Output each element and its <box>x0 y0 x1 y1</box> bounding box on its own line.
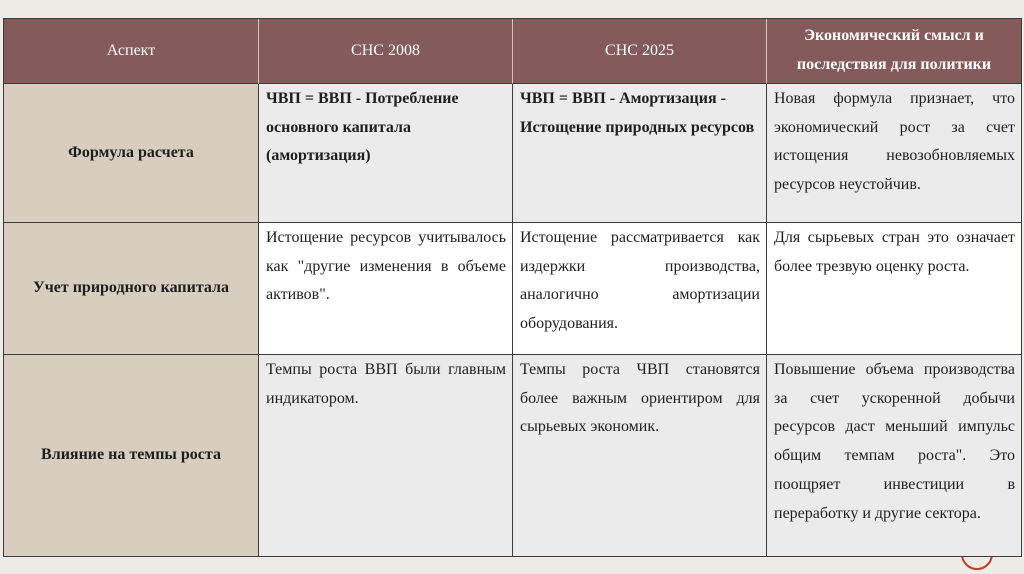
comparison-table <box>3 18 1022 557</box>
row-formula-aspect-label: Формула расчета <box>68 143 194 161</box>
header-aspect <box>4 19 259 84</box>
header-sns-2025 <box>513 19 767 84</box>
header-sns-2025-label: СНС 2025 <box>605 41 674 59</box>
row-formula-meaning: Новая формула признает, что экономический рост за счет истощения невозобновляемых ресурсов неустойчив. <box>767 84 1022 223</box>
header-meaning <box>767 19 1022 84</box>
row-natural-capital-aspect-label: Учет природного капитала <box>32 279 230 297</box>
row-formula-sns-2025: ЧВП = ВВП - Амортизация - Истощение природных ресурсов <box>513 84 767 223</box>
row-natural-capital-sns-2008: Истощение ресурсов учитывалось как "другие изменения в объеме активов". <box>259 223 513 355</box>
header-sns-2008 <box>259 19 513 84</box>
row-growth-meaning: Повышение объема производства за счет ускоренной добычи ресурсов даст меньший импульс общим темпам роста". Это поощряет инвестиции в переработку и другие сектора. <box>767 355 1022 557</box>
header-sns-2008-label: СНС 2008 <box>351 41 420 59</box>
row-formula-aspect <box>4 84 259 223</box>
row-growth-sns-2025: Темпы роста ЧВП становятся более важным ориентиром для сырьевых экономик. <box>513 355 767 557</box>
header-aspect-label: Аспект <box>106 41 156 59</box>
header-meaning-label: Экономический смысл и последствия для политики <box>796 27 992 73</box>
row-growth-sns-2008: Темпы роста ВВП были главным индикатором. <box>259 355 513 557</box>
row-natural-capital-meaning: Для сырьевых стран это означает более трезвую оценку роста. <box>767 223 1022 355</box>
row-formula-sns-2008: ЧВП = ВВП - Потребление основного капитала (амортизация) <box>259 84 513 223</box>
row-growth-aspect <box>4 355 259 557</box>
row-growth-aspect-label: Влияние на темпы роста <box>41 446 221 464</box>
row-natural-capital-sns-2025: Истощение рассматривается как издержки производства, аналогично амортизации оборудования. <box>513 223 767 355</box>
row-natural-capital-aspect <box>4 223 259 355</box>
